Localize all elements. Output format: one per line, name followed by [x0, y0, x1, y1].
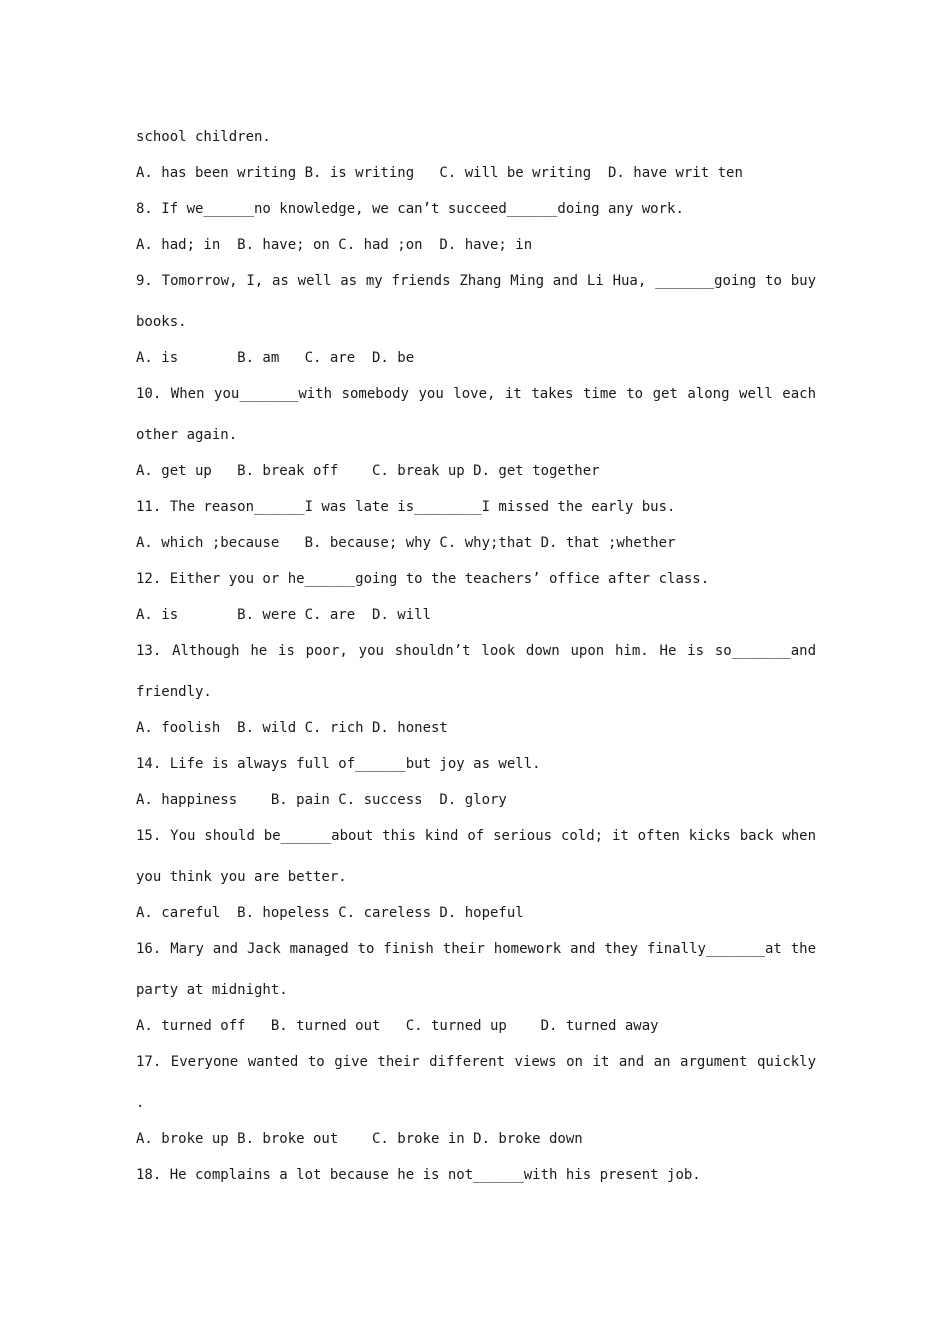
text-line: friendly.	[136, 684, 212, 700]
question-17: 17. Everyone wanted to give their different views on it and an argument quickly	[136, 1054, 816, 1070]
question-8: 8. If we______no knowledge, we can’t succeed______doing any work.	[136, 201, 684, 217]
option-line: A. get up B. break off C. break up D. get together	[136, 463, 600, 479]
option-line: A. turned off B. turned out C. turned up D. turned away	[136, 1018, 659, 1034]
option-line: A. happiness B. pain C. success D. glory	[136, 792, 507, 808]
option-line: A. is B. were C. are D. will	[136, 607, 432, 623]
question-16: 16. Mary and Jack managed to finish their homework and they finally_______at the	[136, 941, 816, 957]
option-line: A. is B. am C. are D. be	[136, 350, 415, 366]
option-line: A. had; in B. have; on C. had ;on D. have; in	[136, 237, 533, 253]
question-18: 18. He complains a lot because he is not______with his present job.	[136, 1167, 701, 1183]
option-line: A. broke up B. broke out C. broke in D. broke down	[136, 1131, 583, 1147]
question-11: 11. The reason______I was late is________I missed the early bus.	[136, 499, 676, 515]
text-line: books.	[136, 314, 187, 330]
text-line: other again.	[136, 427, 238, 443]
question-14: 14. Life is always full of______but joy as well.	[136, 756, 541, 772]
option-line: A. careful B. hopeless C. careless D. hopeful	[136, 905, 524, 921]
text-line: school children.	[136, 129, 271, 145]
text-line: you think you are better.	[136, 869, 347, 885]
option-line: A. foolish B. wild C. rich D. honest	[136, 720, 448, 736]
question-13: 13. Although he is poor, you shouldn’t look down upon him. He is so_______and	[136, 643, 816, 659]
option-line: A. has been writing B. is writing C. will be writing D. have writ ten	[136, 165, 743, 181]
question-9: 9. Tomorrow, I, as well as my friends Zhang Ming and Li Hua, _______going to buy	[136, 273, 816, 289]
question-15: 15. You should be______about this kind of serious cold; it often kicks back when	[136, 828, 816, 844]
question-10: 10. When you_______with somebody you love, it takes time to get along well each	[136, 386, 816, 402]
text-line: .	[136, 1095, 145, 1111]
option-line: A. which ;because B. because; why C. why;that D. that ;whether	[136, 535, 676, 551]
question-12: 12. Either you or he______going to the teachers’ office after class.	[136, 571, 710, 587]
text-line: party at midnight.	[136, 982, 288, 998]
